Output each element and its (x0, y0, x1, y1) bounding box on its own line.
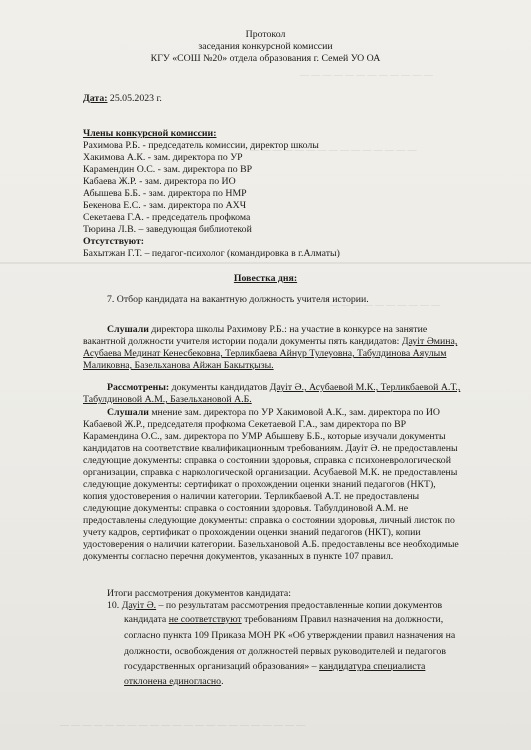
bleed-through: — — — — — — — — — — — — — — — — — — — — — — (60, 720, 306, 730)
member-item: Тюрина Л.В. – заведующая библиотекой (83, 224, 252, 235)
heard-line-2: вакантной должности учителя истории подали документы пять кандидатов: Дауіт Әмина, (83, 336, 458, 347)
bleed-through: — — — — — — — — — — — — (300, 70, 433, 80)
date-line (83, 93, 162, 105)
heard2-label: Слушали (107, 407, 149, 418)
page-fold (0, 262, 531, 264)
heard2-line: организации, справка с наркологической организации. Асубаевой М.К. не предоставлены (83, 467, 458, 478)
heard2-line: Кабаевой Ж.Р., председателя профкома Секетаевой Г.А., зам директора по ВР (83, 419, 407, 430)
heard-label: Слушали (107, 324, 149, 335)
heard2-line: Карамендина О.С., зам. директора по УМР Абышеву Б.Б., которые изучали документы (83, 431, 446, 442)
heard2-line: копия удостоверения о наличии категории. Терликбаевой А.Т. не предоставлены (83, 491, 420, 502)
result-line-3: согласно пункта 109 Приказа МОН РК «Об утверждении правил назначения на (124, 630, 456, 641)
heard2-line: следующие документы: справка о состоянии здоровья, справка с психоневрологической (83, 455, 451, 466)
reviewed-line-1: Рассмотрены: документы кандидатов Дауіт Ә., Асубаевой М.К., Терликбаевой А.Т., (107, 382, 461, 393)
result-line-2: кандидата не соответствуют требованиям Правил назначения на должности, (124, 614, 444, 625)
candidate-name: Дауіт Әмина, (401, 336, 458, 347)
member-item: Бекенова Е.С. - зам. директора по АХЧ (83, 200, 247, 211)
reviewed-line-2: Табулдиновой А.М., Базельхановой А.Б. (83, 394, 252, 405)
heard2-line: удостоверения о наличии категории. Базельхановой А.Б. предоставлены все необходимые (83, 539, 459, 550)
heard-line-4: Маликовна, Базельханова Айжан Бакытқызы. (83, 360, 274, 371)
heard2-line: предоставлены следующие документы: справка о состоянии здоровья, личный листок по (83, 515, 455, 526)
date-value: 25.05.2023 г. (107, 93, 162, 104)
result-line-4: должности, освобождения от должностей первых руководителей и педагогов (124, 646, 446, 657)
heard2-line: следующие документы: сертификат о прохождении оценки знаний педагогов (НКТ), (83, 479, 436, 490)
protocol-subtitle: заседания конкурсной комиссии (198, 41, 333, 52)
agenda-item: 7. Отбор кандидата на вакантную должность учителя истории. (107, 294, 369, 305)
member-item: Хакимова А.К. - зам. директора по УР (83, 152, 243, 163)
results-heading: Итоги рассмотрения документов кандидата: (107, 588, 292, 599)
heard-line-3: Асубаева Мединат Кенесбековна, Терликбаева Айнур Тулеуовна, Табулдинова Аяулым (83, 348, 447, 359)
bleed-through: — — — — — — — — — — — — — — — (250, 145, 417, 155)
protocol-title: Протокол (245, 29, 286, 40)
result-line-6: отклонена единогласно. (124, 676, 224, 687)
heard-line-1: Слушали директора школы Рахимову Р.Б.: на участие в конкурсе на занятие (107, 324, 428, 335)
result-line-1: 10. Дауіт Ә. – по результатам рассмотрения предоставленные копии документов (107, 600, 443, 611)
heard2-line: кандидатов на соответствие квалификационным требованиям. Дауіт Ә. не предоставлены (83, 443, 458, 454)
date-label: Дата: (83, 93, 108, 104)
heard2-line: учету кадров, сертификат о прохождении оценки знаний педагогов (НКТ), копии (83, 527, 421, 538)
members-heading: Члены конкурсной комиссии: (83, 128, 217, 139)
heard2-line: Слушали мнение зам. директора по УР Хакимовой А.К., зам. директора по ИО (107, 407, 440, 418)
member-item: Рахимова Р.Б. - председатель комиссии, директор школы (83, 140, 319, 151)
member-item: Кабаева Ж.Р. - зам. директора по ИО (83, 176, 236, 187)
bleed-through: — — — — — — — — — — (330, 300, 441, 310)
heard2-line: следующие документы: справка о состоянии здоровья. Табулдиновой А.М. не (83, 503, 409, 514)
result-line-5: государственных организаций образования» – кандидатура специалиста (124, 661, 426, 672)
organization-name: КГУ «СОШ №20» отдела образования г. Семей УО ОА (150, 53, 381, 64)
member-item: Карамендин О.С. - зам. директора по ВР (83, 164, 253, 175)
agenda-heading: Повестка дня: (233, 273, 298, 284)
member-item: Секетаева Г.А. - председатель профкома (83, 212, 251, 223)
heard2-line: документы согласно перечня документов, указанных в пункте 107 правил. (83, 551, 394, 562)
absent-heading: Отсутствуют: (83, 236, 145, 247)
member-item: Абышева Б.Б. - зам. директора по НМР (83, 188, 247, 199)
reviewed-label: Рассмотрены: (107, 382, 170, 393)
absent-item: Бахытжан Г.Т. – педагог-психолог (командировка в г.Алматы) (83, 248, 340, 259)
